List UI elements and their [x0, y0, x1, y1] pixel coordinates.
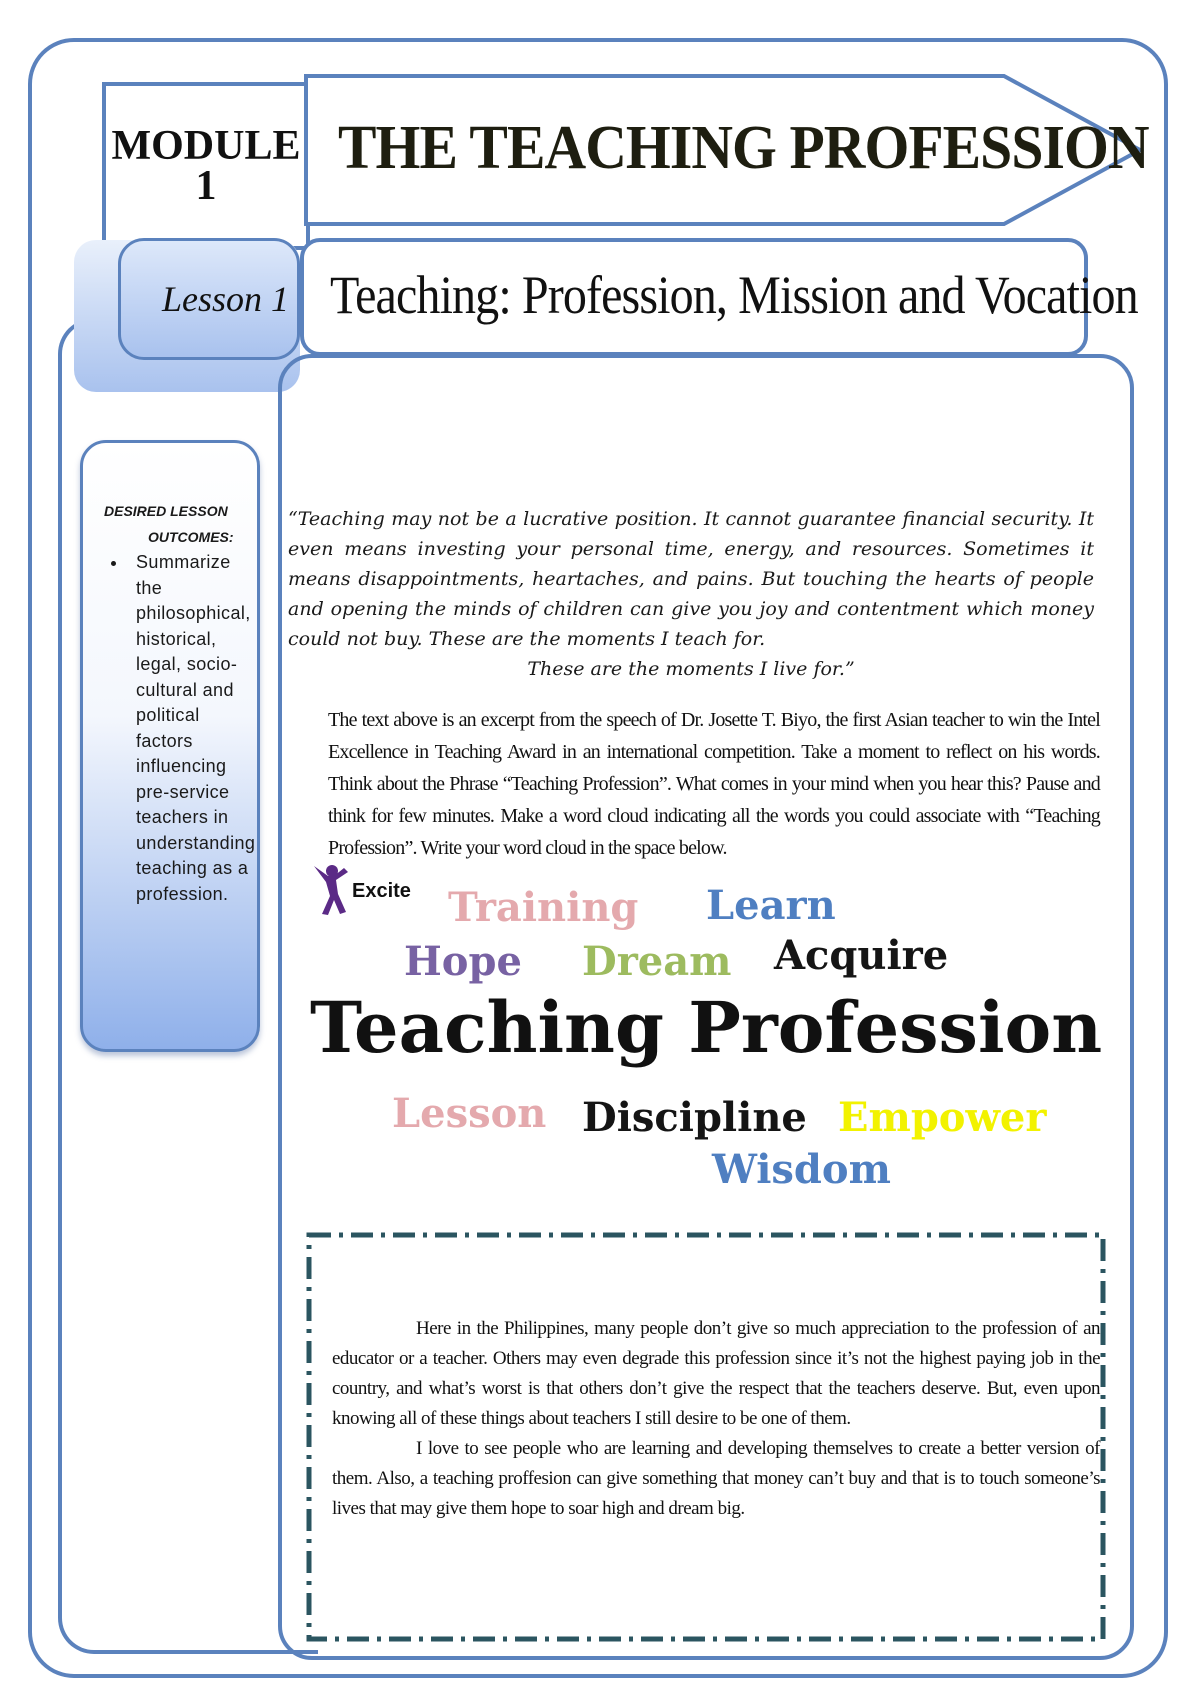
outcomes-heading-line1: DESIRED LESSON	[104, 503, 228, 519]
outcomes-list	[94, 550, 256, 907]
reflection-paragraph-1: Here in the Philippines, many people don’t give so much appreciation to the profession of an educator or a teacher. Others may even degrade this profession since it’s not the highest paying job in the country, and what’s worst is that others don’t give the respect that the teachers deserve. But, even upon knowing all of these things about teachers I still desire to be one of them.	[332, 1318, 1100, 1429]
word-training: Training	[448, 884, 639, 931]
word-teaching-profession: Teaching Profession	[310, 986, 1103, 1069]
word-discipline: Discipline	[582, 1094, 807, 1141]
lesson-label: Lesson 1	[118, 238, 300, 360]
word-excite: Excite	[352, 880, 411, 902]
word-hope: Hope	[404, 938, 522, 985]
outcomes-heading-line2: OUTCOMES:	[148, 529, 234, 545]
lesson-title: Teaching: Profession, Mission and Vocation	[330, 265, 1138, 325]
word-empower: Empower	[838, 1094, 1047, 1141]
reflection-paragraph-2: I love to see people who are learning and developing themselves to create a better version of them. Also, a teaching proffesion can give something that money can’t buy and that is to touch someone’s lives that may give them hope to soar high and dream big.	[332, 1438, 1100, 1519]
word-learn: Learn	[706, 882, 836, 929]
module-badge	[102, 82, 310, 250]
quote-closing-line: These are the moments I live for.”	[527, 658, 855, 680]
word-lesson: Lesson	[392, 1090, 547, 1137]
word-acquire: Acquire	[774, 932, 949, 979]
word-dream: Dream	[582, 938, 732, 985]
excite-person-icon	[308, 862, 352, 918]
opening-quote: “Teaching may not be a lucrative position. It cannot guarantee financial security. It even means investing your personal time, energy, and resources. Sometimes it means disappointments, heartaches, and pains. But touching the hearts of people and opening the minds of children can give you joy and contentment which money could not buy. These are the moments I teach for.	[288, 508, 1094, 650]
module-number: 1	[195, 163, 217, 209]
outcome-item: • Summarize the philosophical, historical, legal, socio-cultural and political factors influencing pre-service teachers in understanding teaching as a profession.	[128, 550, 256, 907]
activity-instructions: The text above is an excerpt from the speech of Dr. Josette T. Biyo, the first Asian teacher to win the Intel Excellence in Teaching Award in an international competition. Take a moment to reflect on his words. Think about the Phrase “Teaching Profession”. What comes in your mind when you hear this? Pause and think for few minutes. Make a word cloud indicating all the words you could associate with “Teaching Profession”. Write your word cloud in the space below.	[328, 709, 1100, 859]
reflection-text	[332, 1314, 1100, 1524]
module-title: THE TEACHING PROFESSION	[338, 114, 1149, 182]
outcomes-heading	[104, 498, 254, 550]
word-wisdom: Wisdom	[712, 1146, 891, 1193]
module-label: MODULE	[111, 123, 301, 169]
